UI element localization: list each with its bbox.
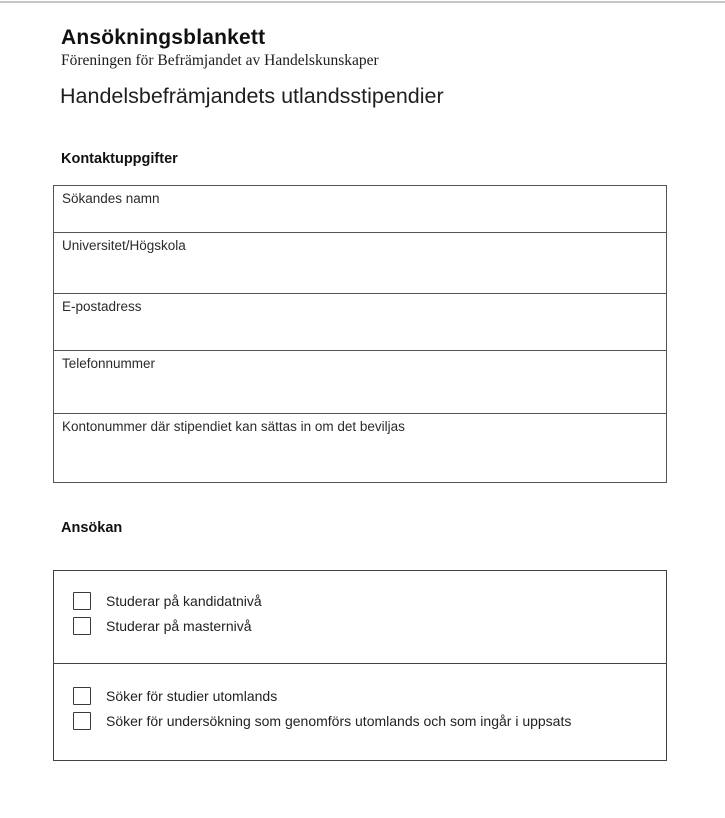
field-label: Sökandes namn bbox=[62, 191, 160, 206]
field-account-number[interactable] bbox=[54, 414, 666, 482]
checkbox-label: Söker för studier utomlands bbox=[106, 687, 278, 704]
field-email[interactable] bbox=[54, 294, 666, 351]
field-phone[interactable] bbox=[54, 351, 666, 414]
checkbox-research-abroad[interactable] bbox=[73, 712, 91, 730]
checkbox-label: Studerar på kandidatnivå bbox=[106, 592, 262, 609]
contact-fields-table bbox=[53, 185, 667, 483]
option-master-level[interactable] bbox=[73, 617, 666, 635]
field-applicant-name[interactable] bbox=[54, 186, 666, 233]
checkbox-studies-abroad[interactable] bbox=[73, 687, 91, 705]
page-top-edge bbox=[0, 1, 725, 3]
purpose-section bbox=[54, 664, 666, 760]
study-level-section bbox=[54, 571, 666, 664]
application-section-heading: Ansökan bbox=[61, 520, 123, 536]
option-research-abroad[interactable] bbox=[73, 712, 666, 730]
organization-subtitle: Föreningen för Befrämjandet av Handelskunskaper bbox=[61, 52, 379, 69]
form-heading: Handelsbefrämjandets utlandsstipendier bbox=[60, 84, 444, 108]
field-university[interactable] bbox=[54, 233, 666, 294]
application-options-box bbox=[53, 570, 667, 761]
field-label: Telefonnummer bbox=[62, 356, 156, 371]
checkbox-label: Söker för undersökning som genomförs utomlands och som ingår i uppsats bbox=[106, 712, 572, 729]
checkbox-bachelor-level[interactable] bbox=[73, 592, 91, 610]
document-title: Ansökningsblankett bbox=[61, 26, 266, 49]
contact-section-heading: Kontaktuppgifter bbox=[61, 151, 178, 167]
field-label: Kontonummer där stipendiet kan sättas in om det beviljas bbox=[62, 419, 405, 434]
checkbox-master-level[interactable] bbox=[73, 617, 91, 635]
field-label: Universitet/Högskola bbox=[62, 238, 186, 253]
option-studies-abroad[interactable] bbox=[73, 687, 666, 705]
field-label: E-postadress bbox=[62, 299, 142, 314]
checkbox-label: Studerar på masternivå bbox=[106, 617, 252, 634]
option-bachelor-level[interactable] bbox=[73, 592, 666, 610]
